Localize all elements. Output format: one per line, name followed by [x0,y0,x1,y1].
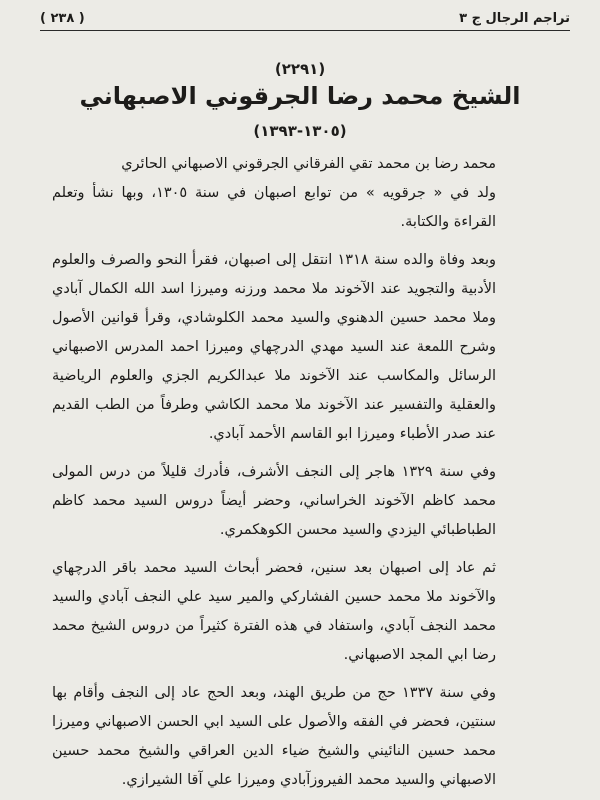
page-number: ( ٢٣٨ ) [40,10,85,26]
entry-body [52,150,496,800]
entry-dates: (١٣٠٥-١٣٩٣) [253,122,347,140]
page-header [40,6,570,31]
entry-number: (٢٢٩١) [274,60,326,78]
paragraph: وفي سنة ١٣٢٩ هاجر إلى النجف الأشرف، فأدرك قليلاً من درس المولى محمد كاظم الآخوند الخراساني، وحضر أيضاً دروس السيد محمد كاظم الطباطبائي اليزدي والسيد محسن الكوهكمري. [52,464,496,538]
running-title: تراجم الرجال ج ٣ [459,10,570,26]
entry-title: الشيخ محمد رضا الجرقوني الاصبهاني [79,82,521,110]
paragraph: محمد رضا بن محمد تقي الفرقاني الجرقوني الاصبهاني الحائري [121,156,496,172]
paragraph: ولد في « جرقويه » من توابع اصبهان في سنة ١٣٠٥، وبها نشأ وتعلم القراءة والكتابة. [52,185,496,230]
paragraph: وبعد وفاة والده سنة ١٣١٨ انتقل إلى اصبهان، فقرأ النحو والصرف والعلوم الأدبية والتجويد عند الآخوند ملا محمد ورزنه وميرزا اسد الله الكمال آبادي وملا محمد حسين الدهنوي والسيد محمد الكلوشادي، وقرأ قوانين الأصول وشرح اللمعة عند السيد مهدي الدرچهاي وميرزا احمد المدرس الاصبهاني الرسائل والمكاسب عند الآخوند ملا عبدالكريم الجزي والعلوم الرياضية والعقلية والتفسير عند الآخوند ملا محمد الكاشي وطرفاً من الطب القديم عند صدر الأطباء وميرزا ابو القاسم الأحمد آبادي. [52,252,496,442]
paragraph: وفي سنة ١٣٣٧ حج من طريق الهند، وبعد الحج عاد إلى النجف وأقام بها سنتين، فحضر في الفقه والأصول على السيد ابي الحسن الاصبهاني وميرزا محمد حسين النائيني والشيخ ضياء الدين العراقي والشيخ محمد حسين الاصبهاني والسيد محمد الفيروزآبادي وميرزا علي آقا الشيرازي. [52,685,496,788]
paragraph: ثم عاد إلى اصبهان بعد سنين، فحضر أبحاث السيد محمد باقر الدرچهاي والآخوند ملا محمد حسين الفشاركي والمير سيد علي النجف آبادي والسيد محمد النجف آبادي، واستفاد في هذه الفترة كثيراً من دروس الشيخ محمد رضا ابي المجد الاصبهاني. [52,560,496,663]
